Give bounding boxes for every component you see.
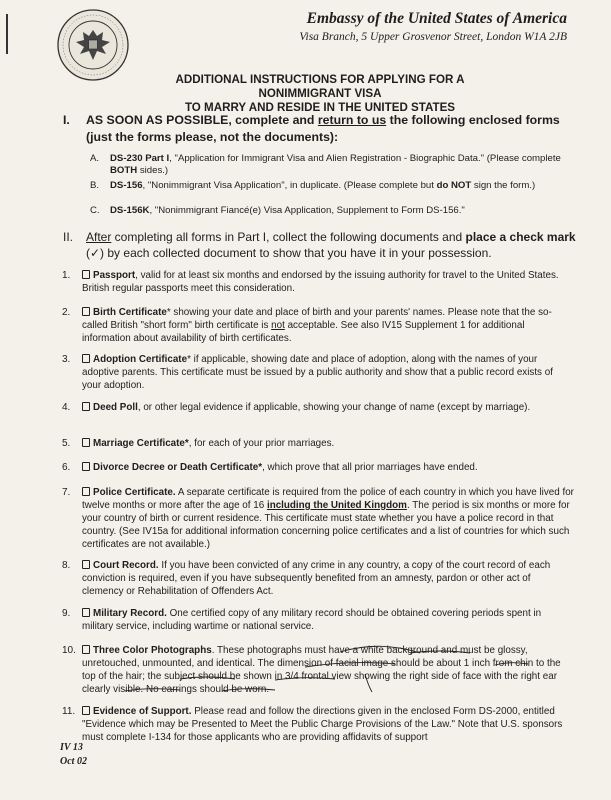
item-title: Divorce Decree or Death Certificate* [93, 462, 263, 473]
branch-address: Visa Branch, 5 Upper Grosvenor Street, London W1A 2JB [299, 31, 567, 43]
form-code: DS-156K [110, 205, 150, 216]
form-emphasis: do NOT [436, 180, 472, 191]
form-item-letter: B. [90, 180, 100, 191]
item-court-record [82, 560, 574, 599]
section-1-return-underlined: return to us [317, 113, 387, 127]
embassy-name: Embassy of the United States of America [306, 10, 567, 27]
item-number: 2. [62, 307, 71, 318]
item-number: 1. [62, 270, 71, 281]
item-desc-underlined: including the United Kingdom [266, 499, 407, 511]
item-military-record [82, 608, 574, 634]
checkbox-icon[interactable] [82, 438, 90, 447]
form-desc-end: sides.) [137, 165, 169, 177]
section-2-check-mark-emphasis: place a check mark [465, 230, 576, 244]
section-2-text [86, 229, 576, 261]
form-desc-end: sign the form.) [471, 180, 536, 191]
item-birth-certificate [82, 307, 574, 346]
item-desc: , for each of your prior marriages. [188, 438, 335, 449]
item-desc-end: . The period is six months or more for your country of birth or current residence. This certificate must state whether you have a police record in that country. (See IV15a for additional information concerning police certificates and a list of countries for which such certificates are not available.) [82, 499, 570, 550]
section-1-text-b: the following enclosed forms (just the forms please, not the documents): [86, 113, 560, 144]
item-title: Adoption Certificate [93, 354, 188, 365]
item-title: Police Certificate. [93, 487, 176, 498]
item-title: Military Record. [93, 608, 167, 619]
item-number: 4. [62, 402, 71, 413]
item-desc: . These photographs must have a white background and must be glossy, unretouched, unmounted, and identical. The dimension of facial image should be about 1 inch from chin to the top of the hair; the subject should be shown in 3/4 frontal view showing the right side of face with the right ear clearly visible. No earrings should be worn. [82, 645, 561, 695]
item-number: 5. [62, 438, 71, 449]
great-seal-icon [56, 8, 130, 82]
form-item-letter: C. [90, 205, 100, 216]
checkbox-icon[interactable] [82, 560, 90, 569]
checkbox-icon[interactable] [82, 354, 90, 363]
item-desc: Please read and follow the directions given in the enclosed Form DS-2000, entitled "Evidence which may be Presented to Meet the Public Charge Provisions of the Law." Note that U.S. sponsors must complete I-134 for those applicants who are providing affidavits of support [82, 706, 563, 743]
section-1-number: I. [63, 113, 70, 127]
checkbox-icon[interactable] [82, 487, 90, 496]
item-marriage-certificate [82, 438, 574, 451]
form-desc: , "Nonimmigrant Visa Application", in duplicate. (Please complete but [142, 180, 437, 191]
section-2-after-underlined: After [86, 230, 112, 244]
letterhead [299, 10, 567, 43]
form-code: DS-230 Part I [110, 153, 170, 164]
item-title: Marriage Certificate* [93, 438, 189, 449]
item-title: Court Record. [93, 560, 159, 571]
item-evidence-of-support [82, 706, 574, 745]
item-desc: One certified copy of any military record should be obtained covering periods spent in military service, including wartime or national service. [82, 608, 542, 632]
item-police-certificate [82, 487, 574, 552]
item-desc-underlined: not [271, 319, 285, 331]
document-title [130, 73, 510, 115]
form-desc: , "Application for Immigrant Visa and Alien Registration - Biographic Data." (Please complete [169, 153, 561, 164]
checkbox-icon[interactable] [82, 307, 90, 316]
title-line-2: TO MARRY AND RESIDE IN THE UNITED STATES [184, 101, 456, 115]
checkbox-icon[interactable] [82, 706, 90, 715]
form-code: DS-156 [110, 180, 143, 191]
item-passport [82, 270, 574, 296]
item-title: Three Color Photographs [93, 645, 212, 656]
item-desc: If you have been convicted of any crime in any country, a copy of the court record of each conviction is required, even if you have subsequently benefited from an amnesty, pardon or other act of clemency or Rehabilitation of Offenders Act. [82, 560, 551, 597]
checkbox-icon[interactable] [82, 270, 90, 279]
item-number: 11. [62, 706, 76, 717]
form-date-footer: Oct 02 [60, 756, 87, 767]
item-title: Evidence of Support. [93, 706, 192, 717]
item-divorce-decree [82, 462, 574, 475]
item-number: 10. [62, 645, 76, 656]
section-2-text-b: (✓) by each collected document to show that you have it in your possession. [86, 246, 492, 261]
item-number: 9. [62, 608, 71, 619]
item-desc: , valid for at least six months and endorsed by the issuing authority for travel to the United States. British regular passports meet this consideration. [82, 270, 559, 294]
checkbox-icon[interactable] [82, 402, 90, 411]
item-desc: A separate certificate is required from the police of each country in which you have lived for twelve months or more after the age of 16 [82, 487, 574, 511]
checkbox-icon[interactable] [82, 608, 90, 617]
title-line-1: ADDITIONAL INSTRUCTIONS FOR APPLYING FOR A NONIMMIGRANT VISA [175, 73, 465, 101]
item-number: 3. [62, 354, 71, 365]
item-desc: * showing your date and place of birth and your parents' names. Please note that the so-called British "short form" birth certificate is [82, 307, 552, 331]
form-item-letter: A. [90, 153, 100, 164]
page-edge-mark [6, 14, 8, 54]
section-1-text-a: AS SOON AS POSSIBLE, complete and [86, 113, 318, 127]
form-emphasis: BOTH [110, 165, 138, 177]
form-code-footer: IV 13 [60, 742, 83, 753]
item-title: Deed Poll [93, 402, 138, 413]
item-desc: , which prove that all prior marriages have ended. [262, 462, 478, 473]
item-number: 8. [62, 560, 71, 571]
item-deed-poll [82, 402, 574, 415]
checkbox-icon[interactable] [82, 462, 90, 471]
section-2-text-a: completing all forms in Part I, collect the following documents and [111, 230, 466, 244]
checkbox-icon[interactable] [82, 645, 90, 654]
item-desc: , or other legal evidence if applicable, showing your change of name (except by marriage). [137, 402, 531, 413]
form-desc: , "Nonimmigrant Fiancé(e) Visa Application, Supplement to Form DS-156." [149, 205, 465, 216]
item-number: 7. [62, 487, 71, 498]
item-title: Birth Certificate [93, 307, 167, 318]
item-title: Passport [93, 270, 136, 281]
item-desc: * if applicable, showing date and place of adoption, along with the names of your adoptive parents. This certificate must be issued by a public authority and show that a public record exists of your adoption. [82, 354, 553, 391]
section-2-number: II. [63, 230, 74, 244]
item-color-photographs [82, 645, 574, 697]
item-adoption-certificate [82, 354, 574, 393]
section-1-text [86, 112, 576, 145]
item-number: 6. [62, 462, 71, 473]
item-desc-end: acceptable. See also IV15 Supplement 1 for additional information about availability of birth certificates. [82, 319, 525, 344]
